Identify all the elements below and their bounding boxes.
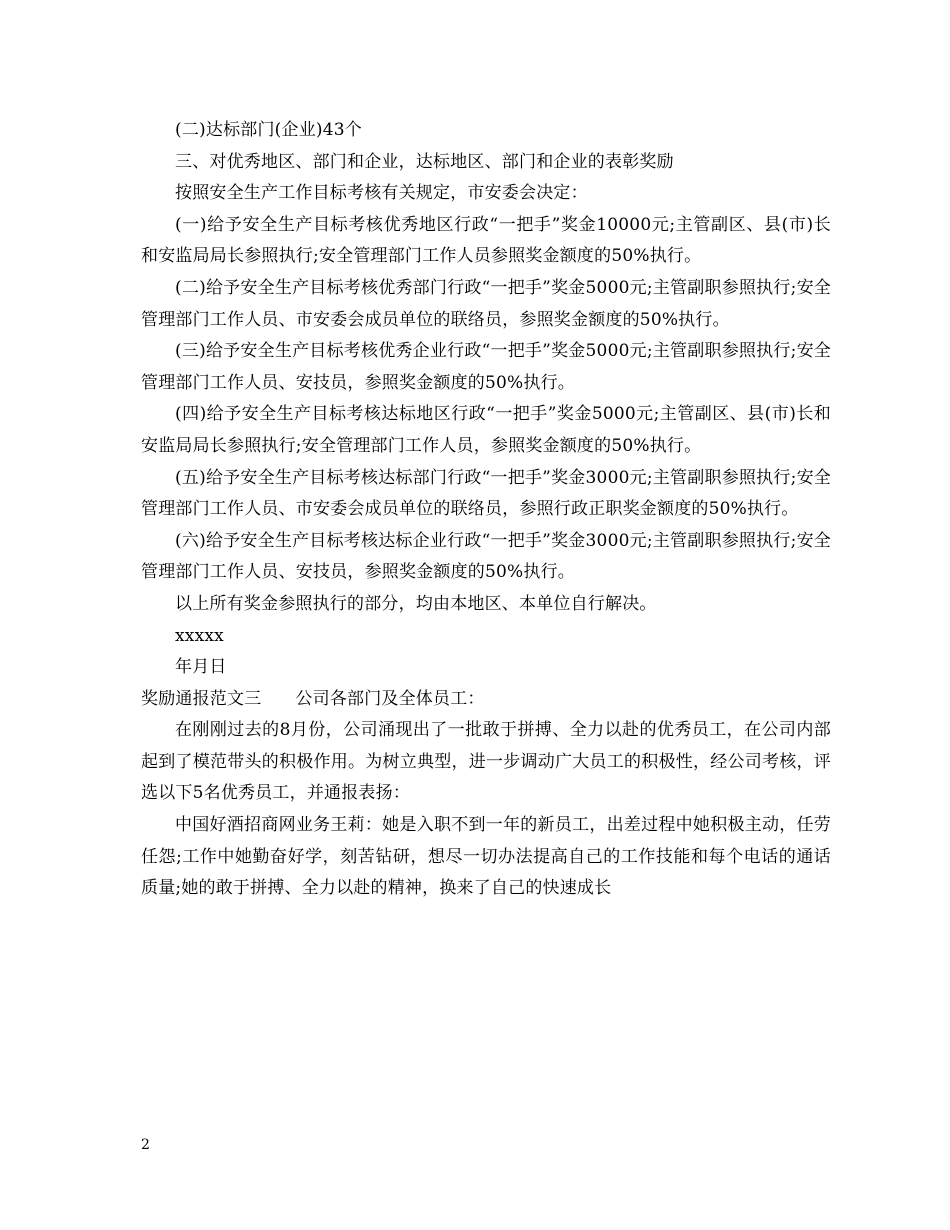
paragraph: (二)给予安全生产目标考核优秀部门行政“一把手”奖金5000元;主管副职参照执行;安全管理部门工作人员、市安委会成员单位的联络员，参照奖金额度的50%执行。 <box>141 277 831 330</box>
paragraph: (二)达标部门(企业)43个 <box>175 120 362 140</box>
salutation: 公司各部门及全体员工： <box>295 688 485 709</box>
paragraph: 按照安全生产工作目标考核有关规定，市安委会决定： <box>175 183 588 204</box>
section-title: 奖励通报范文三 <box>141 688 262 709</box>
paragraph: (三)给予安全生产目标考核优秀企业行政“一把手”奖金5000元;主管副职参照执行;安全管理部门工作人员、安技员，参照奖金额度的50%执行。 <box>141 341 831 393</box>
paragraph: (四)给予安全生产目标考核达标地区行政“一把手”奖金5000元;主管副区、县(市)长和安监局局长参照执行;安全管理部门工作人员，参照奖金额度的50%执行。 <box>141 404 831 456</box>
paragraph: 中国好酒招商网业务王莉：她是入职不到一年的新员工，出差过程中她积极主动，任劳任怨;工作中她勤奋好学，刻苦钻研，想尽一切办法提高自己的工作技能和每个电话的通话质量;她的敢于拼搏、全力以赴的精神，换来了自己的快速成长 <box>141 815 831 899</box>
signature-name: xxxxx <box>175 625 224 646</box>
page-number: 2 <box>141 1137 150 1153</box>
paragraph: 以上所有奖金参照执行的部分，均由本地区、本单位自行解决。 <box>175 593 657 614</box>
section-heading: 三、对优秀地区、部门和企业，达标地区、部门和企业的表彰奖励 <box>175 151 674 172</box>
document-body <box>141 115 831 905</box>
paragraph: (一)给予安全生产目标考核优秀地区行政“一把手”奖金10000元;主管副区、县(市)长和安监局局长参照执行;安全管理部门工作人员参照奖金额度的50%执行。 <box>141 214 831 267</box>
signature-date: 年月日 <box>175 657 227 678</box>
paragraph: (六)给予安全生产目标考核达标企业行政“一把手”奖金3000元;主管副职参照执行;安全管理部门工作人员、安技员，参照奖金额度的50%执行。 <box>141 530 831 583</box>
section-title-line <box>141 684 831 716</box>
paragraph: 在刚刚过去的8月份，公司涌现出了一批敢于拼搏、全力以赴的优秀员工，在公司内部起到了模范带头的积极作用。为树立典型，进一步调动广大员工的积极性，经公司考核，评选以下5名优秀员工，并通报表扬： <box>141 720 831 804</box>
paragraph: (五)给予安全生产目标考核达标部门行政“一把手”奖金3000元;主管副职参照执行;安全管理部门工作人员、市安委会成员单位的联络员，参照行政正职奖金额度的50%执行。 <box>141 467 831 520</box>
